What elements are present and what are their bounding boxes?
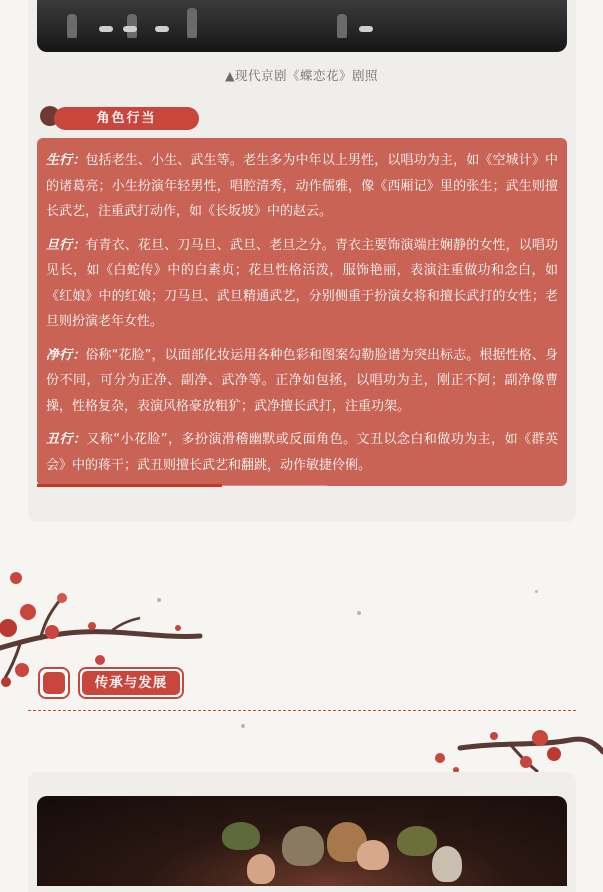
ink-dot: [357, 611, 361, 615]
role-term: 丑行：: [46, 432, 87, 447]
opera-photo-performers: [37, 796, 567, 886]
box-underline-accent: [37, 484, 222, 487]
role-term: 旦行：: [46, 237, 86, 253]
section-title-heritage: 传承与发展: [82, 671, 180, 695]
ink-dot: [241, 724, 245, 728]
role-term: 净行：: [46, 347, 86, 363]
role-text: 包括老生、小生、武生等。老生多为中年以上男性，以唱功为主，如《空城计》中的诸葛亮；小生扮演年轻男性，唱腔清秀，动作儒雅，像《西厢记》里的张生；武生则擅长武艺，注重武打动作，如《长坂坡》中的赵云。: [46, 153, 558, 219]
role-paragraph-jing: [46, 343, 558, 420]
tag-square-icon: [38, 667, 70, 699]
role-paragraph-sheng: [46, 148, 558, 225]
opera-photo-butterfly-love-flower: [37, 0, 567, 52]
ink-dot: [157, 598, 161, 602]
ink-dot: [535, 590, 538, 593]
photo-caption: ▲现代京剧《蝶恋花》剧照: [224, 68, 379, 83]
section-title-heritage-box: [78, 667, 184, 699]
role-text: 俗称“花脸”，以面部化妆运用各种色彩和图案勾勒脸谱为突出标志。根据性格、身份不同，可分为正净、副净、武净等。正净如包拯，以唱功为主，刚正不阿；副净像曹操，性格复杂，表演风格豪放粗犷；武净擅长武打，注重功架。: [46, 347, 558, 414]
role-paragraph-chou: [46, 427, 558, 478]
role-text: 有青衣、花旦、刀马旦、武旦、老旦之分。青衣主要饰演端庄娴静的女性，以唱功见长，如《白蛇传》中的白素贞；花旦性格活泼，服饰艳丽，表演注重做功和念白，如《红娘》中的红娘；刀马旦、武旦精通武艺，分别侧重于扮演女将和擅长武打的女性；老旦则扮演老年女性。: [46, 237, 558, 329]
roles-description-box: [37, 138, 567, 486]
role-term: 生行：: [46, 153, 86, 168]
role-text: 又称“小花脸”，多扮演滑稽幽默或反面角色。文丑以念白和做功为主，如《群英会》中的蒋干；武丑则擅长武艺和翻跳，动作敏捷伶俐。: [46, 432, 558, 473]
section-title-roles: 角色行当: [54, 107, 199, 130]
dashed-divider: [28, 710, 576, 711]
role-paragraph-dan: [46, 233, 558, 335]
box-underline-light: [222, 485, 327, 486]
